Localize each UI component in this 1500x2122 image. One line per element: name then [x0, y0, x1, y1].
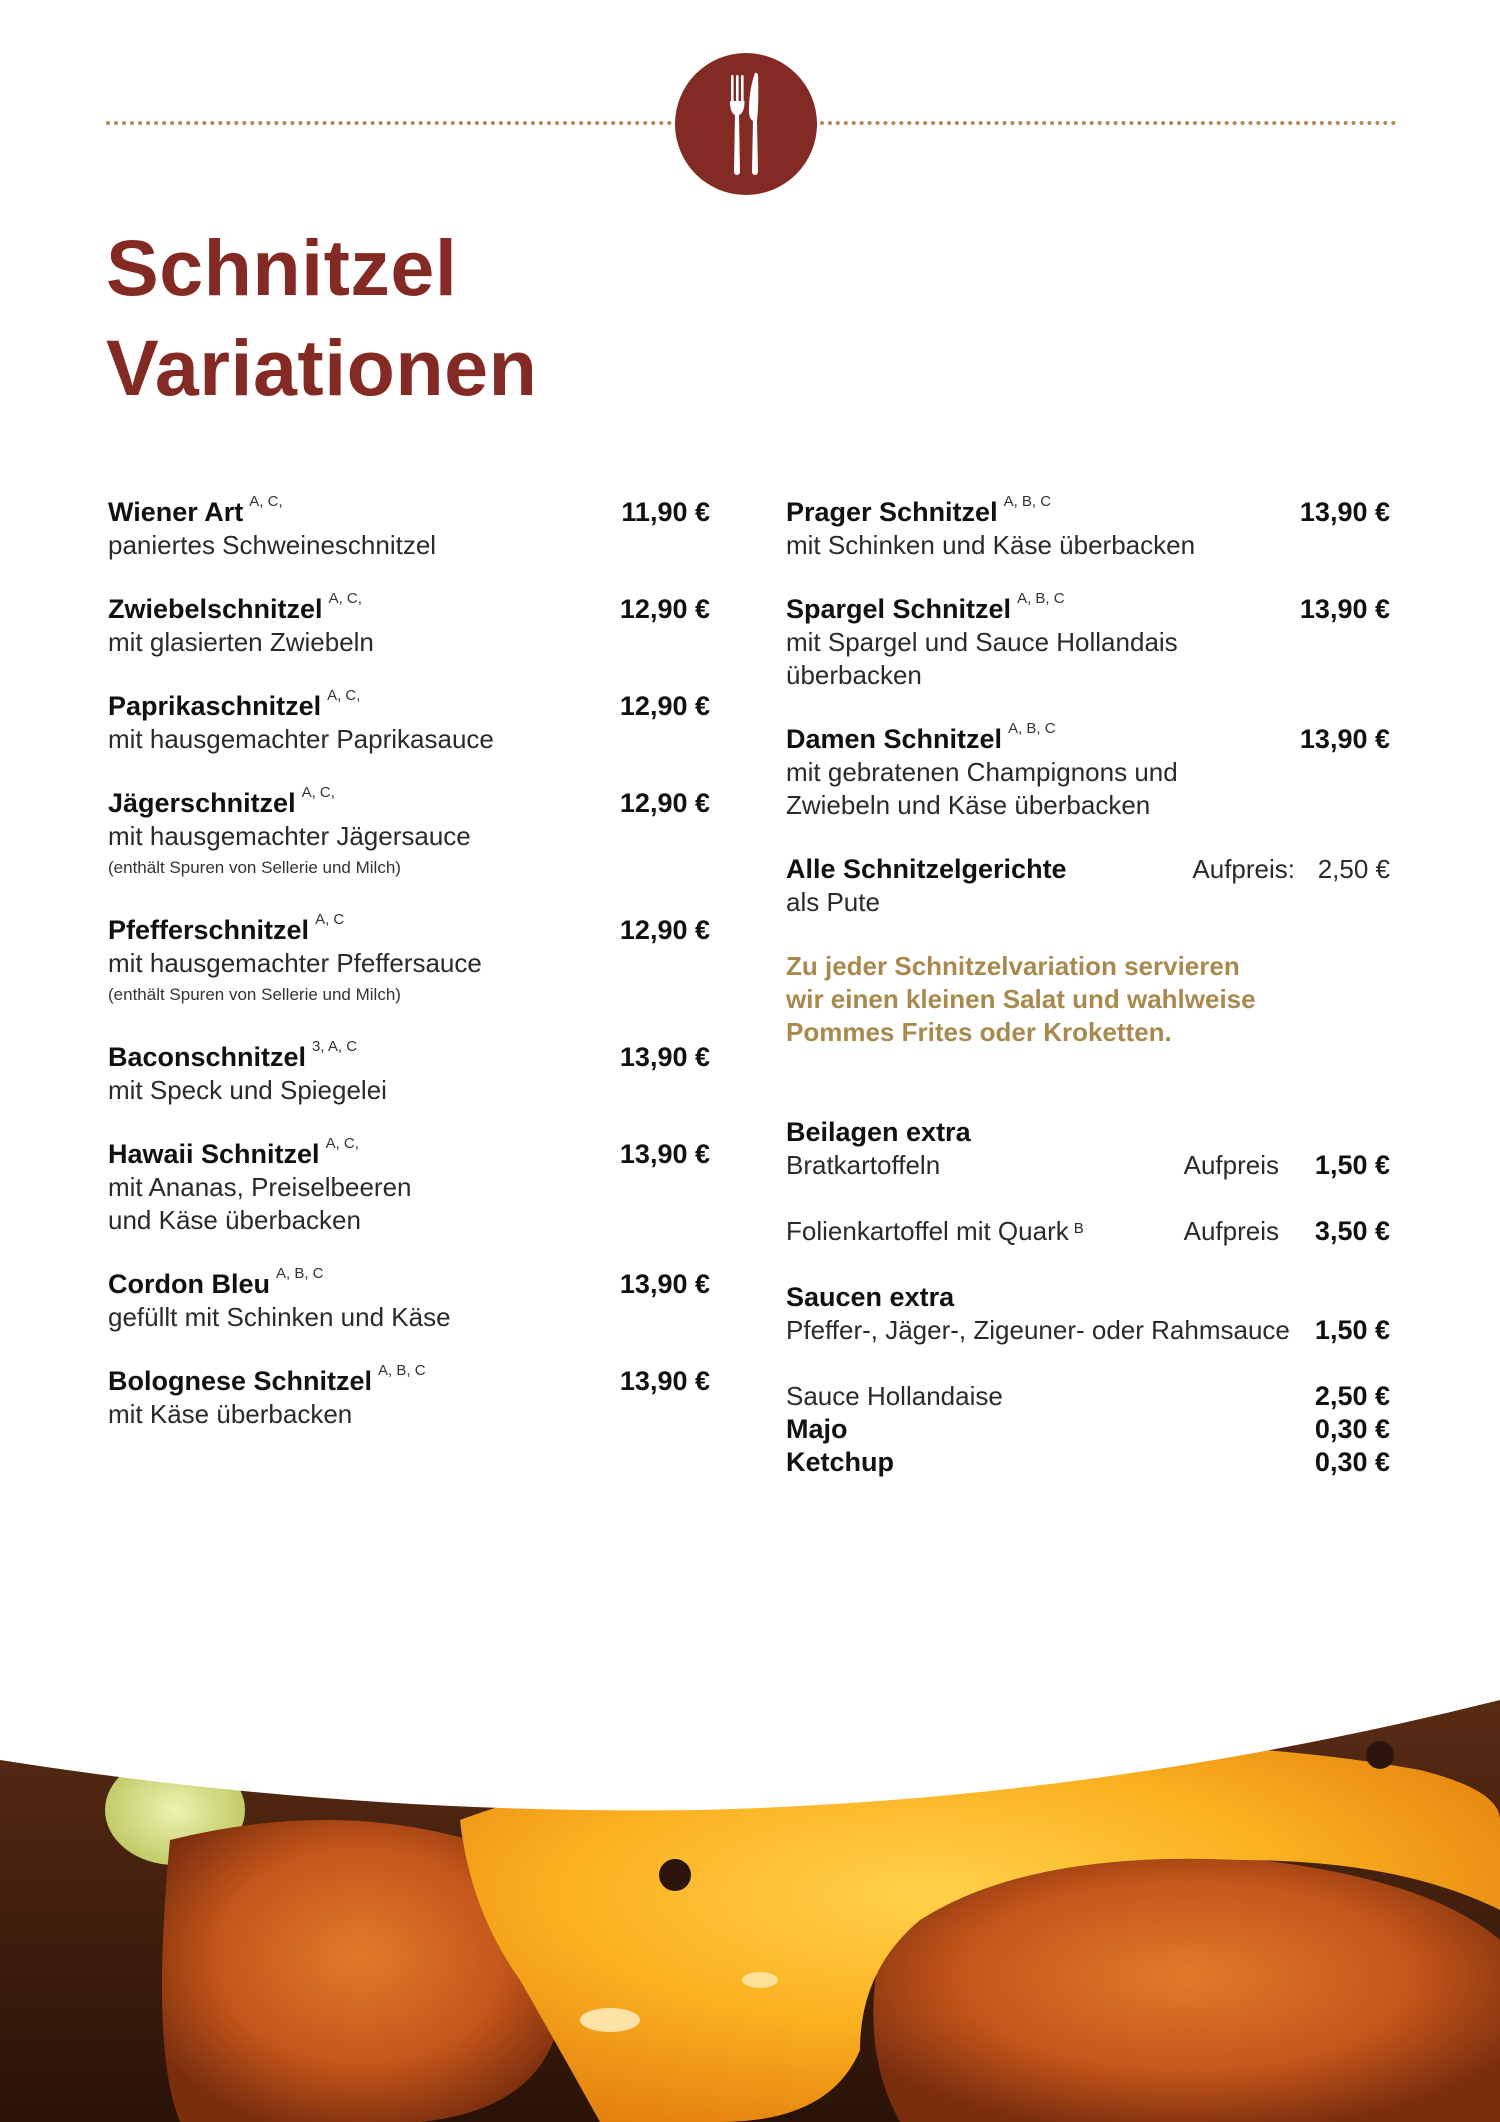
item-note: (enthält Spuren von Sellerie und Milch): [108, 985, 401, 1004]
upgrade-description: als Pute: [786, 887, 880, 917]
menu-item: [108, 590, 710, 659]
extra-aufpreis: Aufpreis: [1183, 1216, 1279, 1246]
saucen-title: Saucen extra: [786, 1282, 955, 1312]
item-name: Hawaii Schnitzel: [108, 1139, 320, 1169]
upgrade-name: Alle Schnitzelgerichte: [786, 854, 1067, 884]
menu-item: [108, 911, 710, 1010]
item-description: mit gebratenen Champignons und: [786, 757, 1178, 787]
item-note: (enthält Spuren von Sellerie und Milch): [108, 858, 401, 877]
item-price: 13,90 €: [619, 1042, 710, 1072]
beilagen-title: Beilagen extra: [786, 1117, 971, 1147]
item-price: 13,90 €: [619, 1366, 710, 1396]
title-line-1: Schnitzel: [106, 223, 458, 312]
menu-column-left: [108, 493, 710, 1462]
item-name: Cordon Bleu: [108, 1269, 270, 1299]
item-price: 11,90 €: [621, 497, 710, 527]
beilagen-section: [786, 1116, 1390, 1248]
title-line-2: Variationen: [106, 323, 538, 412]
item-name: Zwiebelschnitzel: [108, 594, 323, 624]
item-name: Bolognese Schnitzel: [108, 1366, 373, 1396]
extra-price: 1,50 €: [1314, 1150, 1390, 1180]
item-allergen: 3, A, C: [312, 1038, 358, 1055]
item-allergen: A, B, C: [1003, 493, 1052, 510]
item-name: Wiener Art: [108, 497, 244, 527]
item-price: 13,90 €: [1299, 594, 1390, 624]
upgrade-price: 2,50 €: [1317, 854, 1390, 884]
item-name: Jägerschnitzel: [108, 788, 296, 818]
item-allergen: A, C,: [301, 784, 335, 801]
item-price: 12,90 €: [619, 788, 710, 818]
item-description: mit hausgemachter Paprikasauce: [108, 724, 494, 754]
extra-label: Ketchup: [786, 1447, 894, 1477]
item-description: mit Schinken und Käse überbacken: [786, 530, 1196, 560]
item-allergen: A, C,: [327, 687, 361, 704]
menu-item: [786, 720, 1390, 822]
page-title: [106, 218, 537, 418]
item-description: mit Speck und Spiegelei: [108, 1075, 387, 1105]
extra-row: [786, 1380, 1390, 1413]
item-description: mit hausgemachter Pfeffersauce: [108, 948, 482, 978]
item-price: 13,90 €: [1299, 724, 1390, 754]
extra-row: [786, 1215, 1390, 1248]
menu-item: [108, 493, 710, 562]
item-description: mit Käse überbacken: [108, 1399, 353, 1429]
item-price: 13,90 €: [619, 1139, 710, 1169]
item-price: 12,90 €: [619, 691, 710, 721]
extra-allergen: B: [1073, 1220, 1084, 1237]
menu-item: [108, 1362, 710, 1431]
header-ornament: [0, 0, 1500, 200]
extra-price: 1,50 €: [1314, 1315, 1390, 1345]
menu-item: [786, 493, 1390, 562]
extra-price: 3,50 €: [1314, 1216, 1390, 1246]
extra-price: 0,30 €: [1314, 1414, 1390, 1444]
dotted-line-right: [820, 121, 1396, 125]
item-name: Spargel Schnitzel: [786, 594, 1012, 624]
extra-label: [786, 1215, 1084, 1248]
item-description: mit Ananas, Preiselbeeren: [108, 1172, 412, 1202]
item-allergen: A, C,: [249, 493, 283, 510]
item-name: Prager Schnitzel: [786, 497, 998, 527]
extra-label: Majo: [786, 1414, 848, 1444]
item-allergen: A, C: [315, 911, 345, 928]
extra-row: [786, 1314, 1390, 1347]
extra-price: 0,30 €: [1314, 1447, 1390, 1477]
item-description: paniertes Schweineschnitzel: [108, 530, 437, 560]
item-name: Damen Schnitzel: [786, 724, 1003, 754]
upgrade-label: Aufpreis:: [1192, 854, 1295, 884]
item-allergen: A, B, C: [378, 1362, 426, 1379]
item-allergen: A, C,: [325, 1135, 359, 1152]
extra-row: [786, 1149, 1390, 1182]
item-description: mit hausgemachter Jägersauce: [108, 821, 471, 851]
extra-label-text: Folienkartoffel mit Quark: [786, 1216, 1069, 1246]
item-allergen: A, B, C: [1017, 590, 1065, 607]
extra-aufpreis: Aufpreis: [1183, 1150, 1279, 1180]
item-description: und Käse überbacken: [108, 1205, 361, 1235]
extra-label: Pfeffer-, Jäger-, Zigeuner- oder Rahmsauce: [786, 1315, 1290, 1345]
menu-item: [108, 1265, 710, 1334]
item-description: Zwiebeln und Käse überbacken: [786, 790, 1151, 820]
menu-item: [108, 1135, 710, 1237]
item-price: 13,90 €: [619, 1269, 710, 1299]
upgrade-item: [786, 853, 1390, 919]
item-allergen: A, C,: [328, 590, 362, 607]
item-name: Paprikaschnitzel: [108, 691, 322, 721]
item-allergen: A, B, C: [276, 1265, 324, 1282]
item-price: 13,90 €: [1299, 497, 1390, 527]
item-price: 12,90 €: [619, 594, 710, 624]
cutlery-icon: [675, 53, 817, 195]
extra-row: [786, 1446, 1390, 1479]
menu-item: [786, 590, 1390, 692]
item-allergen: A, B, C: [1008, 720, 1056, 737]
extra-label: Bratkartoffeln: [786, 1150, 941, 1180]
dotted-line-left: [106, 121, 672, 125]
menu-item: [108, 687, 710, 756]
item-name: Baconschnitzel: [108, 1042, 307, 1072]
item-price: 12,90 €: [619, 915, 710, 945]
extra-price: 2,50 €: [1314, 1381, 1390, 1411]
item-description: überbacken: [786, 660, 922, 690]
promo-text: Zu jeder Schnitzelvariation servieren wir einen kleinen Salat und wahlweise Pommes Frites oder Kroketten.: [786, 951, 1256, 1047]
item-name: Pfefferschnitzel: [108, 915, 310, 945]
menu-item: [108, 784, 710, 883]
item-description: mit Spargel und Sauce Hollandais: [786, 627, 1178, 657]
extra-row: [786, 1413, 1390, 1446]
schnitzel-photo: [0, 1690, 1500, 2122]
saucen-section: [786, 1281, 1390, 1479]
menu-column-right: [786, 493, 1390, 1512]
extra-label: Sauce Hollandaise: [786, 1381, 1003, 1411]
item-description: mit glasierten Zwiebeln: [108, 627, 374, 657]
menu-item: [108, 1038, 710, 1107]
item-description: gefüllt mit Schinken und Käse: [108, 1302, 451, 1332]
